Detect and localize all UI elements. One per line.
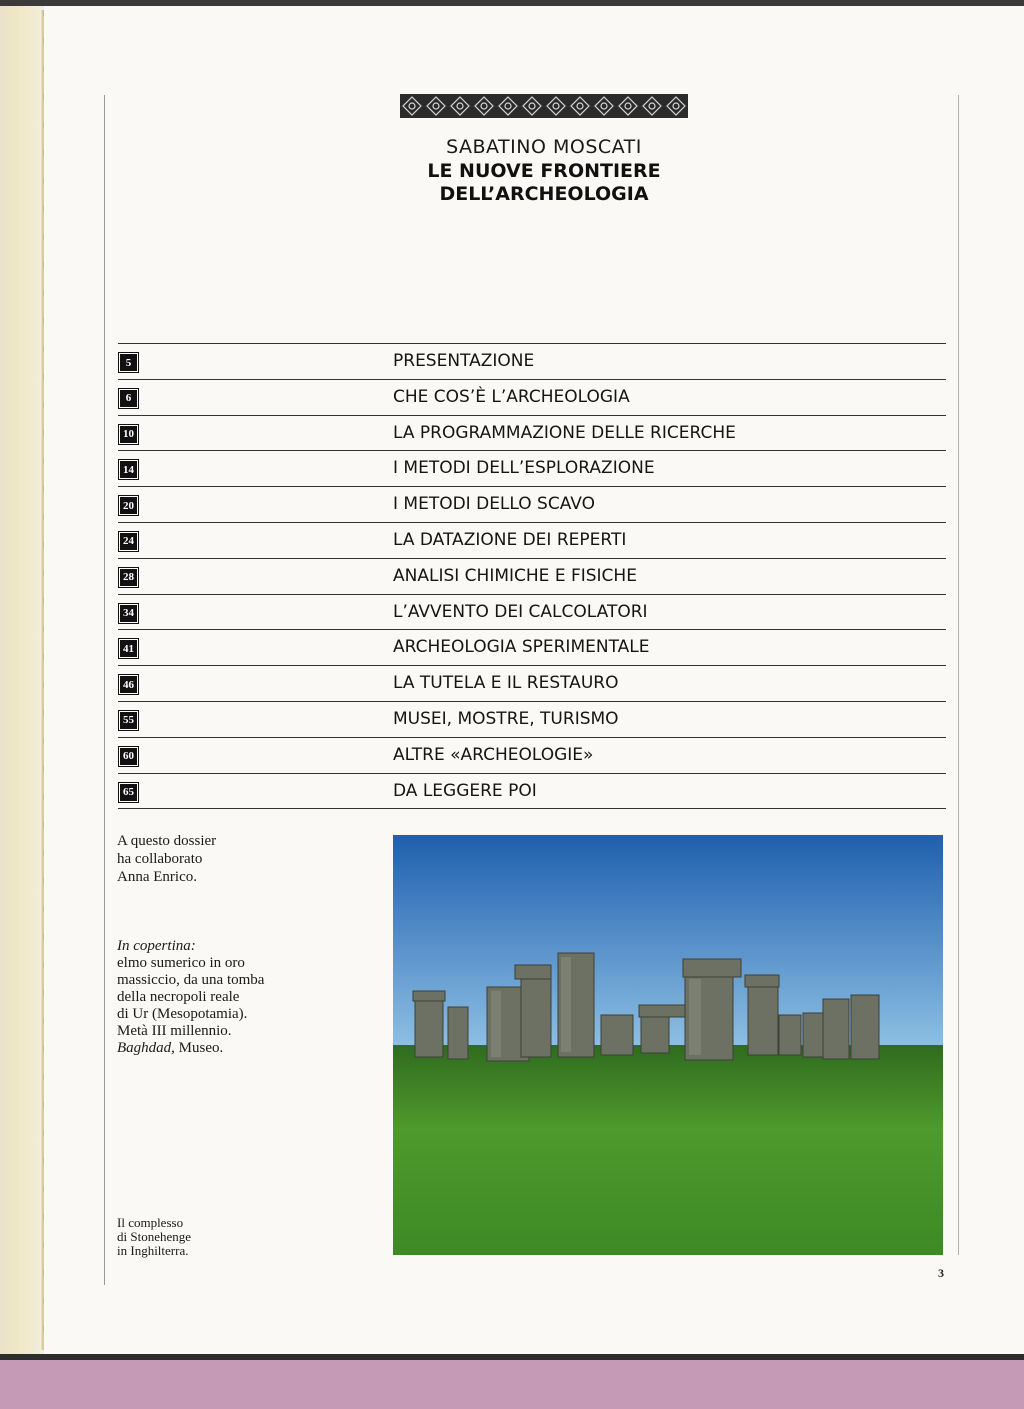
- toc-page-badge: 41: [118, 638, 139, 659]
- toc-row: [118, 450, 946, 486]
- toc-row: [118, 486, 946, 522]
- book-title-line-2: DELL’ARCHEOLOGIA: [439, 183, 649, 205]
- cover-caption-line: [117, 1040, 307, 1057]
- toc-page-badge: 34: [118, 603, 139, 624]
- photo-caption-line: in Inghilterra.: [117, 1243, 189, 1258]
- toc-entry-label: ALTRE «ARCHEOLOGIE»: [393, 744, 594, 765]
- toc-page-badge: 10: [118, 424, 139, 445]
- toc-entry-label: ANALISI CHIMICHE E FISICHE: [393, 565, 637, 586]
- photo-caption-line: di Stonehenge: [117, 1229, 192, 1244]
- toc-page-badge: 20: [118, 495, 139, 516]
- toc-entry-label: LA TUTELA E IL RESTAURO: [393, 673, 619, 694]
- toc-row: [118, 522, 946, 558]
- book-title-line-1: LE NUOVE FRONTIERE: [427, 160, 661, 182]
- stonehenge-photo: [393, 835, 943, 1255]
- toc-page-badge: 14: [118, 459, 139, 480]
- collaboration-credit: [117, 832, 277, 886]
- toc-row: [118, 737, 946, 773]
- toc-entry-label: L’AVVENTO DEI CALCOLATORI: [393, 601, 648, 622]
- ornament-band: [400, 94, 688, 118]
- toc-entry-label: CHE COS’È L’ARCHEOLOGIA: [393, 386, 630, 407]
- credit-line: ha collaborato: [117, 851, 203, 867]
- toc-row: [118, 379, 946, 415]
- toc-row: [118, 701, 946, 737]
- cover-caption-line: Metà III millennio.: [117, 1023, 232, 1039]
- cover-caption-city: Baghdad: [117, 1040, 172, 1056]
- toc-entry-label: LA PROGRAMMAZIONE DELLE RICERCHE: [393, 422, 736, 443]
- toc-entry-label: I METODI DELL’ESPLORAZIONE: [393, 458, 655, 479]
- toc-row: [118, 773, 946, 810]
- photo-caption-line: Il complesso: [117, 1215, 184, 1230]
- toc-page-badge: 28: [118, 567, 139, 588]
- toc-row: [118, 665, 946, 701]
- frame-right-rule: [958, 95, 959, 1255]
- toc-entry-label: DA LEGGERE POI: [393, 780, 537, 801]
- cover-caption-line: della necropoli reale: [117, 989, 240, 1005]
- credit-line: Anna Enrico.: [117, 869, 197, 885]
- toc-row: [118, 558, 946, 594]
- cover-caption-line: massiccio, da una tomba: [117, 972, 265, 988]
- toc-row: [118, 343, 946, 379]
- toc-page-badge: 46: [118, 674, 139, 695]
- credit-line: A questo dossier: [117, 833, 217, 849]
- toc-page-badge: 6: [118, 388, 139, 409]
- cover-caption-line: elmo sumerico in oro: [117, 955, 245, 971]
- cover-caption: [117, 938, 307, 1057]
- toc-page-badge: 55: [118, 710, 139, 731]
- toc-entry-label: PRESENTAZIONE: [393, 351, 535, 371]
- toc-row: [118, 629, 946, 665]
- cover-caption-line: di Ur (Mesopotamia).: [117, 1006, 248, 1022]
- frame-left-rule: [104, 95, 105, 1285]
- toc-entry-label: LA DATAZIONE DEI REPERTI: [393, 529, 627, 550]
- toc-page-badge: 60: [118, 746, 139, 767]
- photo-caption: [117, 1216, 237, 1258]
- toc-page-badge: 65: [118, 782, 139, 803]
- toc-row: [118, 594, 946, 630]
- table-of-contents: [118, 343, 946, 809]
- toc-entry-label: ARCHEOLOGIA SPERIMENTALE: [393, 637, 650, 658]
- toc-entry-label: I METODI DELLO SCAVO: [393, 494, 595, 515]
- cover-caption-museum: , Museo.: [171, 1040, 224, 1056]
- page-number: 3: [938, 1266, 944, 1280]
- cover-caption-label: In copertina:: [117, 938, 196, 954]
- toc-entry-label: MUSEI, MOSTRE, TURISMO: [393, 708, 619, 729]
- binding-cloth: [0, 1360, 1024, 1409]
- toc-page-badge: 5: [118, 352, 139, 373]
- toc-row: [118, 415, 946, 451]
- book-title: [380, 160, 708, 206]
- toc-page-badge: 24: [118, 531, 139, 552]
- author-name: SABATINO MOSCATI: [446, 136, 642, 158]
